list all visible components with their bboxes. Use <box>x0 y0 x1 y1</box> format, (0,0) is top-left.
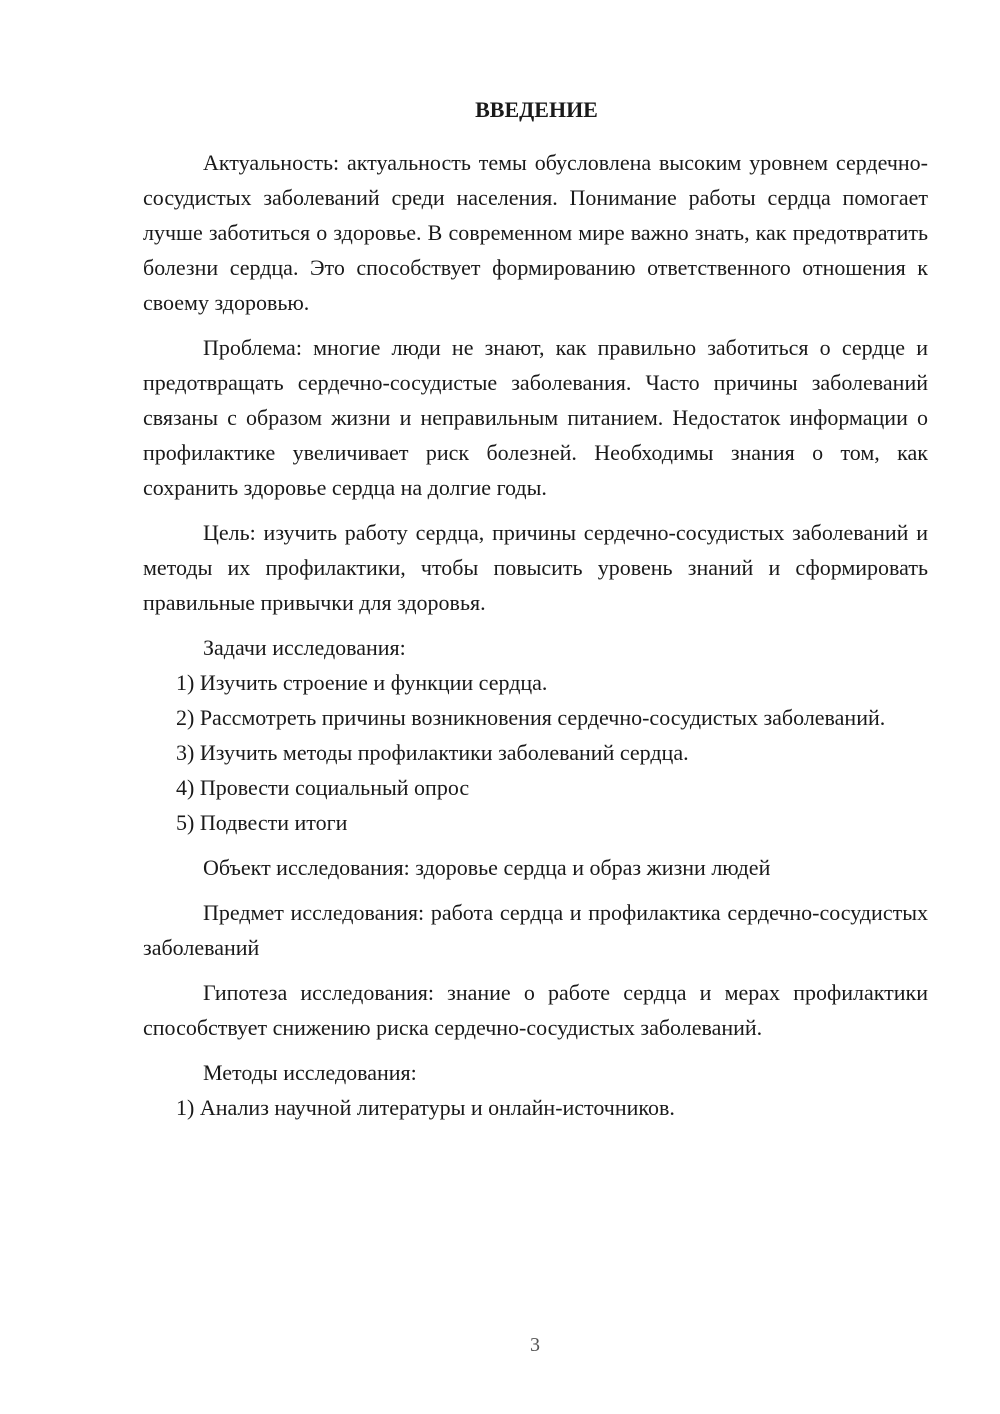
goal-paragraph: Цель: изучить работу сердца, причины сердечно-сосудистых заболеваний и методы их профилактики, чтобы повысить уровень знаний и сформировать правильные привычки для здоровья. <box>143 520 928 615</box>
research-subject: Предмет исследования: работа сердца и профилактика сердечно-сосудистых заболеваний <box>143 900 928 960</box>
method-item: 1) Анализ научной литературы и онлайн-источников. <box>176 1095 675 1120</box>
task-item: 5) Подвести итоги <box>176 810 348 835</box>
page-number: 3 <box>530 1334 540 1356</box>
task-item: 2) Рассмотреть причины возникновения сердечно-сосудистых заболеваний. <box>176 705 886 730</box>
methods-heading: Методы исследования: <box>203 1060 417 1085</box>
tasks-heading: Задачи исследования: <box>203 635 406 660</box>
section-title: ВВЕДЕНИЕ <box>475 97 598 122</box>
problem-paragraph: Проблема: многие люди не знают, как правильно заботиться о сердце и предотвращать сердечно-сосудистые заболевания. Часто причины заболеваний связаны с образом жизни и неправильным питанием. Недостаток информации о профилактике увеличивает риск болезней. Необходимы знания о том, как сохранить здоровье сердца на долгие годы. <box>143 335 928 500</box>
task-item: 1) Изучить строение и функции сердца. <box>176 670 548 695</box>
document-page <box>143 95 928 1125</box>
relevance-paragraph: Актуальность: актуальность темы обусловлена высоким уровнем сердечно-сосудистых заболеваний среди населения. Понимание работы сердца помогает лучше заботиться о здоровье. В современном мире важно знать, как предотвратить болезни сердца. Это способствует формированию ответственного отношения к своему здоровью. <box>143 150 928 315</box>
task-item: 4) Провести социальный опрос <box>176 775 470 800</box>
research-object: Объект исследования: здоровье сердца и образ жизни людей <box>203 855 771 880</box>
task-item: 3) Изучить методы профилактики заболеваний сердца. <box>176 740 689 765</box>
research-hypothesis: Гипотеза исследования: знание о работе сердца и мерах профилактики способствует снижению риска сердечно-сосудистых заболеваний. <box>143 980 928 1040</box>
